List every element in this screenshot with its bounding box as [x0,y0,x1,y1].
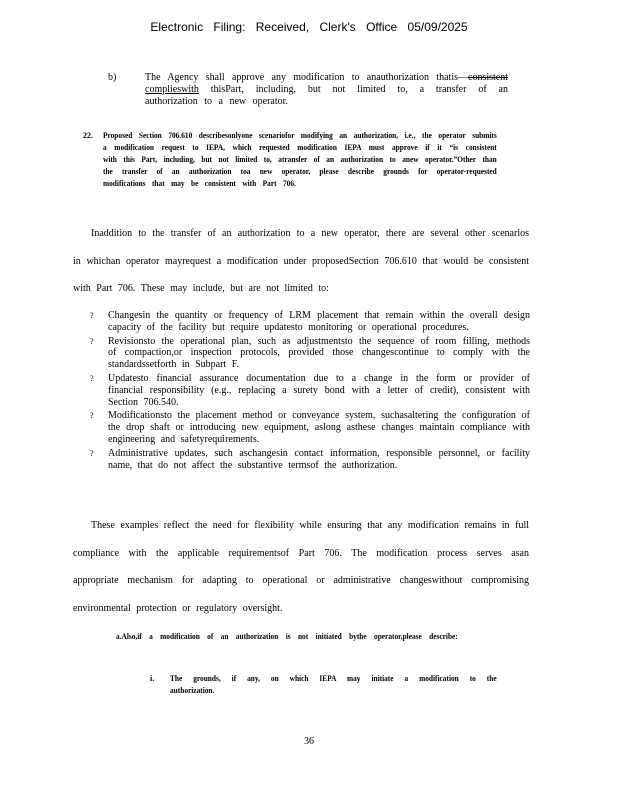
question-22-number: 22. [83,131,93,140]
response-paragraph-1 [73,220,529,303]
item-b [108,72,508,108]
question-22 [83,130,531,190]
item-b-text-start: The Agency shall approve any modification to anauthorization thatis— [145,72,468,83]
response-paragraph-2-text: These examples reflect the need for flexibility while ensuring that any modification remains in full compliance with the applicable requirementsof Part 706. The modification process serves asan appropriate mechanism for adapting to operational or administrative changeswithout compromising environmental protection or regulatory oversight. [73,520,529,614]
list-item [90,373,530,408]
response-paragraph-2 [73,512,529,622]
bullet-marker: ? [90,411,94,421]
response-paragraph-1-text: Inaddition to the transfer of an authorization to a new operator, there are several other scenarios in whichan operator mayrequest a modification under proposedSection 706.610 that would be consistent with Part 706. These may include, but are not limited to: [73,228,529,294]
list-item-text: Changesin the quantity or frequency of LRM placement that remain within the overall design capacity of the facility but require updatesto monitoring or operational procedures. [108,310,530,333]
bullet-marker: ? [90,336,94,346]
filing-stamp-header: Electronic Filing: Received, Clerk's Office 05/09/2025 [150,20,468,34]
item-b-struck-text: consistent [468,72,508,83]
list-item-text: Updatesto financial assurance documentation due to a change in the form or provider of financial responsibility (e.g., replacing a surety bond with a letter of credit), consistent with Section 706.540. [108,372,530,408]
list-item-text: Modificationsto the placement method or conveyance system, suchasaltering the configuration of the drop shaft or introducing new equipment, aslong asthese changes maintain compliance with engineering and safetyrequirements. [108,410,530,445]
question-a [116,631,496,643]
item-b-inserted-text: complieswith [145,84,199,95]
bullet-marker: ? [90,448,94,458]
question-i-text: The grounds, if any, on which IEPA may initiate a modification to the authorization. [170,674,497,695]
bullet-marker: ? [90,373,94,383]
item-b-text-end: thisPart, including, but not limited to, a transfer of an authorization to a new operator. [145,84,508,107]
item-b-label: b) [108,72,117,83]
question-i [150,673,525,697]
item-b-text [145,72,508,108]
question-i-marker: i. [150,674,155,683]
list-item-text: Revisionsto the operational plan, such as adjustmentsto the sequence of room filling, methods of compaction,or inspection protocols, provided those changescontinue to comply with the standardssetforth in Subpart F. [108,335,530,371]
list-item-text: Administrative updates, such aschangesin contact information, responsible personnel, or facility name, that do not affect the substantive termsof the authorization. [108,447,530,471]
page-number: 36 [304,736,314,747]
list-item [90,336,530,371]
question-a-text: a.Also,if a modification of an authorization is not initiated bythe operator,please describe: [116,632,458,641]
list-item [90,310,530,334]
question-22-text: Proposed Section 706.610 describesonlyone scenariofor modifying an authorization, i.e., the operator submits a modification request to IEPA, which requested modification IEPA must approve if it “is consistent with this Part, including, but not limited to, atransfer of an authorization to anew operator.”Other than the transfer of an authorization toa new operator, please describe grounds for operator-requested modifications that may be consistent with Part 706. [103,131,497,188]
list-item [90,448,530,472]
bullet-marker: ? [90,311,94,320]
modification-examples-list [90,310,530,473]
list-item [90,410,530,445]
